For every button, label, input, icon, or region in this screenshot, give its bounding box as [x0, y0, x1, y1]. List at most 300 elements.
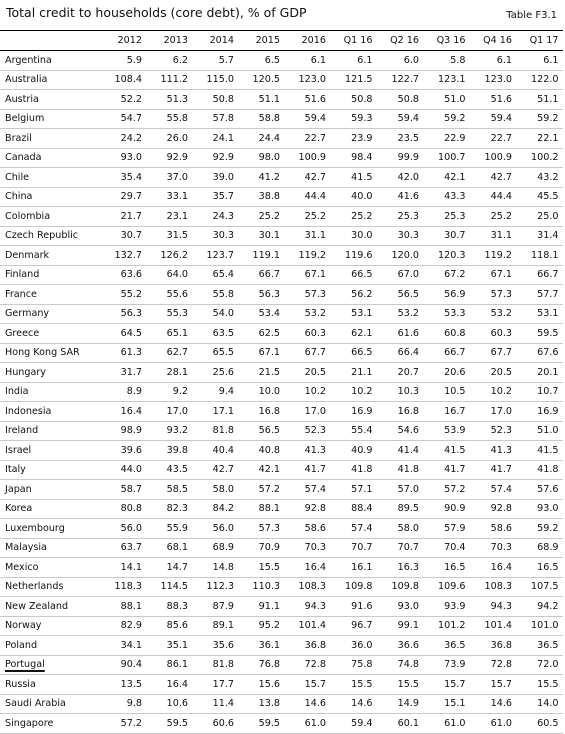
value-cell: 101.4	[484, 620, 512, 632]
country-name: Luxembourg	[5, 522, 65, 534]
value-cell: 92.8	[304, 503, 326, 515]
value-cell: 25.2	[490, 210, 512, 222]
value-cell: 107.5	[531, 581, 559, 593]
value-cell: 20.6	[444, 366, 466, 378]
country-name: Czech Republic	[5, 230, 79, 242]
value-cell: 57.3	[258, 522, 280, 534]
value-cell: 20.5	[304, 366, 326, 378]
table-number: Table F3.1	[506, 10, 557, 21]
country-name: France	[5, 288, 37, 300]
value-cell: 98.4	[351, 152, 373, 164]
value-cell: 61.0	[304, 717, 326, 729]
value-cell: 114.5	[160, 581, 188, 593]
value-cell: 108.4	[114, 74, 142, 86]
value-cell: 16.3	[397, 561, 419, 573]
table-row	[0, 636, 563, 656]
value-cell: 36.0	[351, 639, 373, 651]
value-cell: 60.8	[444, 327, 466, 339]
value-cell: 22.1	[537, 132, 559, 144]
value-cell: 53.3	[444, 308, 466, 320]
value-cell: 98.9	[120, 425, 142, 437]
value-cell: 109.6	[438, 581, 466, 593]
country-name: Italy	[5, 464, 26, 476]
value-cell: 57.4	[490, 483, 512, 495]
value-cell: 67.1	[258, 347, 280, 359]
value-cell: 42.1	[258, 464, 280, 476]
value-cell: 40.0	[351, 191, 373, 203]
country-name: Japan	[5, 483, 32, 495]
value-cell: 16.5	[444, 561, 466, 573]
column-header: 2012	[100, 31, 146, 51]
value-cell: 35.7	[212, 191, 234, 203]
value-cell: 57.2	[120, 717, 142, 729]
value-cell: 55.9	[166, 522, 188, 534]
table-row	[0, 441, 563, 461]
value-cell: 5.8	[450, 54, 466, 66]
value-cell: 43.3	[444, 191, 466, 203]
value-cell: 15.5	[351, 678, 373, 690]
table-row	[0, 207, 563, 227]
value-cell: 40.9	[351, 444, 373, 456]
value-cell: 34.1	[120, 639, 142, 651]
value-cell: 25.6	[212, 366, 234, 378]
value-cell: 40.8	[258, 444, 280, 456]
value-cell: 93.0	[120, 152, 142, 164]
value-cell: 70.3	[490, 542, 512, 554]
country-name: Belgium	[5, 113, 45, 125]
value-cell: 119.6	[345, 249, 373, 261]
value-cell: 120.3	[438, 249, 466, 261]
value-cell: 6.1	[357, 54, 373, 66]
value-cell: 10.6	[166, 698, 188, 710]
value-cell: 23.1	[166, 210, 188, 222]
value-cell: 63.5	[212, 327, 234, 339]
value-cell: 56.0	[120, 522, 142, 534]
table-row	[0, 480, 563, 500]
value-cell: 72.8	[304, 659, 326, 671]
value-cell: 41.5	[351, 171, 373, 183]
value-cell: 56.2	[351, 288, 373, 300]
value-cell: 118.1	[531, 249, 559, 261]
value-cell: 24.4	[258, 132, 280, 144]
value-cell: 31.1	[304, 230, 326, 242]
value-cell: 60.3	[490, 327, 512, 339]
value-cell: 55.2	[120, 288, 142, 300]
value-cell: 73.9	[444, 659, 466, 671]
table-row	[0, 304, 563, 324]
value-cell: 119.1	[252, 249, 280, 261]
value-cell: 122.7	[391, 74, 419, 86]
value-cell: 51.1	[537, 93, 559, 105]
value-cell: 16.9	[537, 405, 559, 417]
value-cell: 5.7	[218, 54, 234, 66]
value-cell: 86.1	[166, 659, 188, 671]
value-cell: 101.4	[298, 620, 326, 632]
value-cell: 51.0	[444, 93, 466, 105]
table-row	[0, 460, 563, 480]
value-cell: 22.9	[444, 132, 466, 144]
value-cell: 51.6	[304, 93, 326, 105]
value-cell: 16.1	[351, 561, 373, 573]
value-cell: 51.0	[537, 425, 559, 437]
value-cell: 50.8	[212, 93, 234, 105]
value-cell: 10.7	[537, 386, 559, 398]
table-body	[0, 51, 563, 734]
value-cell: 56.9	[444, 288, 466, 300]
table-row	[0, 187, 563, 207]
value-cell: 21.7	[120, 210, 142, 222]
value-cell: 65.5	[212, 347, 234, 359]
value-cell: 10.3	[397, 386, 419, 398]
value-cell: 59.4	[490, 113, 512, 125]
value-cell: 58.0	[397, 522, 419, 534]
value-cell: 67.1	[490, 269, 512, 281]
column-header: Q3 16	[423, 31, 470, 51]
table-row	[0, 148, 563, 168]
value-cell: 100.9	[484, 152, 512, 164]
value-cell: 57.1	[351, 483, 373, 495]
value-cell: 100.9	[298, 152, 326, 164]
table-row	[0, 714, 563, 734]
value-cell: 15.1	[444, 698, 466, 710]
value-cell: 59.5	[537, 327, 559, 339]
value-cell: 54.7	[120, 113, 142, 125]
value-cell: 61.0	[490, 717, 512, 729]
value-cell: 59.4	[397, 113, 419, 125]
value-cell: 126.2	[160, 249, 188, 261]
country-name: Argentina	[5, 54, 52, 66]
value-cell: 13.8	[258, 698, 280, 710]
value-cell: 6.5	[264, 54, 280, 66]
column-header: 2013	[146, 31, 192, 51]
table-row	[0, 558, 563, 578]
header-row	[0, 31, 563, 51]
value-cell: 53.2	[304, 308, 326, 320]
value-cell: 82.3	[166, 503, 188, 515]
value-cell: 66.5	[351, 347, 373, 359]
value-cell: 111.2	[160, 74, 188, 86]
value-cell: 41.4	[397, 444, 419, 456]
value-cell: 91.6	[351, 600, 373, 612]
value-cell: 82.9	[120, 620, 142, 632]
value-cell: 50.8	[351, 93, 373, 105]
value-cell: 99.9	[397, 152, 419, 164]
value-cell: 60.6	[212, 717, 234, 729]
value-cell: 53.4	[258, 308, 280, 320]
country-name: Chile	[5, 171, 30, 183]
value-cell: 55.3	[166, 308, 188, 320]
value-cell: 57.8	[212, 113, 234, 125]
value-cell: 57.2	[444, 483, 466, 495]
table-row	[0, 655, 563, 675]
country-name: Hong Kong SAR	[5, 347, 80, 359]
value-cell: 122.0	[531, 74, 559, 86]
table-row	[0, 246, 563, 266]
value-cell: 93.2	[166, 425, 188, 437]
value-cell: 45.5	[537, 191, 559, 203]
value-cell: 60.1	[397, 717, 419, 729]
country-name: Saudi Arabia	[5, 698, 66, 710]
value-cell: 84.2	[212, 503, 234, 515]
value-cell: 66.4	[397, 347, 419, 359]
value-cell: 36.8	[490, 639, 512, 651]
country-name: Finland	[5, 269, 40, 281]
value-cell: 65.4	[212, 269, 234, 281]
value-cell: 14.6	[304, 698, 326, 710]
table-row	[0, 90, 563, 110]
value-cell: 41.3	[304, 444, 326, 456]
value-cell: 58.5	[166, 483, 188, 495]
credit-table	[0, 30, 563, 734]
value-cell: 62.7	[166, 347, 188, 359]
value-cell: 20.5	[490, 366, 512, 378]
value-cell: 24.3	[212, 210, 234, 222]
value-cell: 59.5	[258, 717, 280, 729]
value-cell: 57.3	[304, 288, 326, 300]
value-cell: 6.1	[543, 54, 559, 66]
value-cell: 30.7	[444, 230, 466, 242]
value-cell: 63.6	[120, 269, 142, 281]
value-cell: 10.5	[444, 386, 466, 398]
value-cell: 44.4	[304, 191, 326, 203]
value-cell: 120.0	[391, 249, 419, 261]
value-cell: 53.1	[351, 308, 373, 320]
value-cell: 90.9	[444, 503, 466, 515]
value-cell: 57.0	[397, 483, 419, 495]
value-cell: 94.3	[304, 600, 326, 612]
value-cell: 123.0	[298, 74, 326, 86]
value-cell: 35.6	[212, 639, 234, 651]
value-cell: 6.1	[496, 54, 512, 66]
value-cell: 36.5	[444, 639, 466, 651]
column-header: 2014	[192, 31, 238, 51]
value-cell: 41.5	[537, 444, 559, 456]
column-header: 2015	[238, 31, 284, 51]
value-cell: 88.1	[258, 503, 280, 515]
value-cell: 59.2	[444, 113, 466, 125]
value-cell: 110.3	[252, 581, 280, 593]
value-cell: 59.5	[166, 717, 188, 729]
value-cell: 35.1	[166, 639, 188, 651]
table-row	[0, 538, 563, 558]
value-cell: 88.3	[166, 600, 188, 612]
value-cell: 59.2	[537, 113, 559, 125]
country-name: Austria	[5, 93, 39, 105]
value-cell: 25.0	[537, 210, 559, 222]
value-cell: 15.7	[490, 678, 512, 690]
table-row	[0, 616, 563, 636]
column-header: Q1 16	[330, 31, 377, 51]
value-cell: 14.0	[537, 698, 559, 710]
value-cell: 16.4	[120, 405, 142, 417]
value-cell: 93.0	[397, 600, 419, 612]
value-cell: 31.4	[537, 230, 559, 242]
value-cell: 66.7	[258, 269, 280, 281]
value-cell: 16.4	[166, 678, 188, 690]
value-cell: 6.1	[310, 54, 326, 66]
value-cell: 30.7	[120, 230, 142, 242]
value-cell: 54.6	[397, 425, 419, 437]
value-cell: 11.4	[212, 698, 234, 710]
value-cell: 31.7	[120, 366, 142, 378]
value-cell: 16.4	[304, 561, 326, 573]
table-row	[0, 519, 563, 539]
country-name: Poland	[5, 639, 38, 651]
value-cell: 17.0	[304, 405, 326, 417]
value-cell: 58.8	[258, 113, 280, 125]
value-cell: 36.6	[397, 639, 419, 651]
value-cell: 57.4	[304, 483, 326, 495]
value-cell: 65.1	[166, 327, 188, 339]
value-cell: 55.4	[351, 425, 373, 437]
country-name: Portugal	[5, 659, 45, 671]
country-name: Germany	[5, 308, 50, 320]
value-cell: 15.7	[444, 678, 466, 690]
value-cell: 72.8	[490, 659, 512, 671]
value-cell: 56.3	[258, 288, 280, 300]
value-cell: 15.7	[304, 678, 326, 690]
country-name: Mexico	[5, 561, 39, 573]
table-row	[0, 694, 563, 714]
value-cell: 41.8	[537, 464, 559, 476]
value-cell: 89.5	[397, 503, 419, 515]
table-row	[0, 675, 563, 695]
value-cell: 61.3	[120, 347, 142, 359]
value-cell: 67.7	[490, 347, 512, 359]
value-cell: 59.4	[351, 717, 373, 729]
value-cell: 44.4	[490, 191, 512, 203]
country-name: Ireland	[5, 425, 39, 437]
column-header: Q1 17	[516, 31, 563, 51]
value-cell: 6.2	[172, 54, 188, 66]
value-cell: 92.9	[166, 152, 188, 164]
value-cell: 30.3	[212, 230, 234, 242]
value-cell: 44.0	[120, 464, 142, 476]
value-cell: 66.7	[444, 347, 466, 359]
country-name: Indonesia	[5, 405, 52, 417]
value-cell: 31.5	[166, 230, 188, 242]
country-name: Malaysia	[5, 542, 47, 554]
value-cell: 64.5	[120, 327, 142, 339]
value-cell: 57.6	[537, 483, 559, 495]
value-cell: 64.0	[166, 269, 188, 281]
value-cell: 15.5	[258, 561, 280, 573]
value-cell: 25.3	[444, 210, 466, 222]
value-cell: 59.3	[351, 113, 373, 125]
value-cell: 101.2	[438, 620, 466, 632]
value-cell: 53.2	[397, 308, 419, 320]
value-cell: 16.7	[444, 405, 466, 417]
value-cell: 56.3	[120, 308, 142, 320]
value-cell: 100.2	[531, 152, 559, 164]
value-cell: 61.0	[444, 717, 466, 729]
country-name: Norway	[5, 620, 42, 632]
value-cell: 58.7	[120, 483, 142, 495]
table-row	[0, 226, 563, 246]
value-cell: 15.6	[258, 678, 280, 690]
value-cell: 57.9	[444, 522, 466, 534]
value-cell: 67.6	[537, 347, 559, 359]
table-row	[0, 265, 563, 285]
value-cell: 96.7	[351, 620, 373, 632]
table-row	[0, 421, 563, 441]
country-name: Singapore	[5, 717, 54, 729]
table-row	[0, 343, 563, 363]
value-cell: 51.1	[258, 93, 280, 105]
value-cell: 87.9	[212, 600, 234, 612]
value-cell: 14.6	[351, 698, 373, 710]
table-row	[0, 285, 563, 305]
value-cell: 59.2	[537, 522, 559, 534]
value-cell: 20.1	[537, 366, 559, 378]
value-cell: 16.4	[490, 561, 512, 573]
value-cell: 80.8	[120, 503, 142, 515]
value-cell: 108.3	[298, 581, 326, 593]
value-cell: 56.5	[397, 288, 419, 300]
value-cell: 14.1	[120, 561, 142, 573]
value-cell: 94.3	[490, 600, 512, 612]
country-name: China	[5, 191, 33, 203]
value-cell: 14.6	[490, 698, 512, 710]
value-cell: 35.4	[120, 171, 142, 183]
value-cell: 41.7	[444, 464, 466, 476]
value-cell: 58.6	[490, 522, 512, 534]
table-row	[0, 363, 563, 383]
country-name: Australia	[5, 74, 48, 86]
value-cell: 57.2	[258, 483, 280, 495]
value-cell: 62.1	[351, 327, 373, 339]
value-cell: 17.1	[212, 405, 234, 417]
value-cell: 36.5	[537, 639, 559, 651]
value-cell: 10.2	[490, 386, 512, 398]
value-cell: 112.3	[206, 581, 234, 593]
value-cell: 42.7	[212, 464, 234, 476]
value-cell: 53.1	[537, 308, 559, 320]
country-name: Denmark	[5, 249, 50, 261]
value-cell: 43.5	[166, 464, 188, 476]
value-cell: 37.0	[166, 171, 188, 183]
value-cell: 101.0	[531, 620, 559, 632]
value-cell: 30.3	[397, 230, 419, 242]
value-cell: 52.3	[490, 425, 512, 437]
value-cell: 75.8	[351, 659, 373, 671]
value-cell: 53.9	[444, 425, 466, 437]
country-name: Israel	[5, 444, 32, 456]
value-cell: 81.8	[212, 425, 234, 437]
value-cell: 21.1	[351, 366, 373, 378]
value-cell: 119.2	[484, 249, 512, 261]
value-cell: 43.2	[537, 171, 559, 183]
value-cell: 132.7	[114, 249, 142, 261]
value-cell: 67.0	[397, 269, 419, 281]
value-cell: 92.8	[490, 503, 512, 515]
value-cell: 92.9	[212, 152, 234, 164]
value-cell: 67.7	[304, 347, 326, 359]
value-cell: 91.1	[258, 600, 280, 612]
country-name: Brazil	[5, 132, 32, 144]
value-cell: 56.5	[258, 425, 280, 437]
value-cell: 25.3	[397, 210, 419, 222]
value-cell: 15.5	[537, 678, 559, 690]
value-cell: 16.9	[351, 405, 373, 417]
value-cell: 53.2	[490, 308, 512, 320]
value-cell: 41.8	[397, 464, 419, 476]
value-cell: 90.4	[120, 659, 142, 671]
value-cell: 14.9	[397, 698, 419, 710]
column-header: Q2 16	[377, 31, 424, 51]
column-header: 2016	[284, 31, 330, 51]
value-cell: 62.5	[258, 327, 280, 339]
